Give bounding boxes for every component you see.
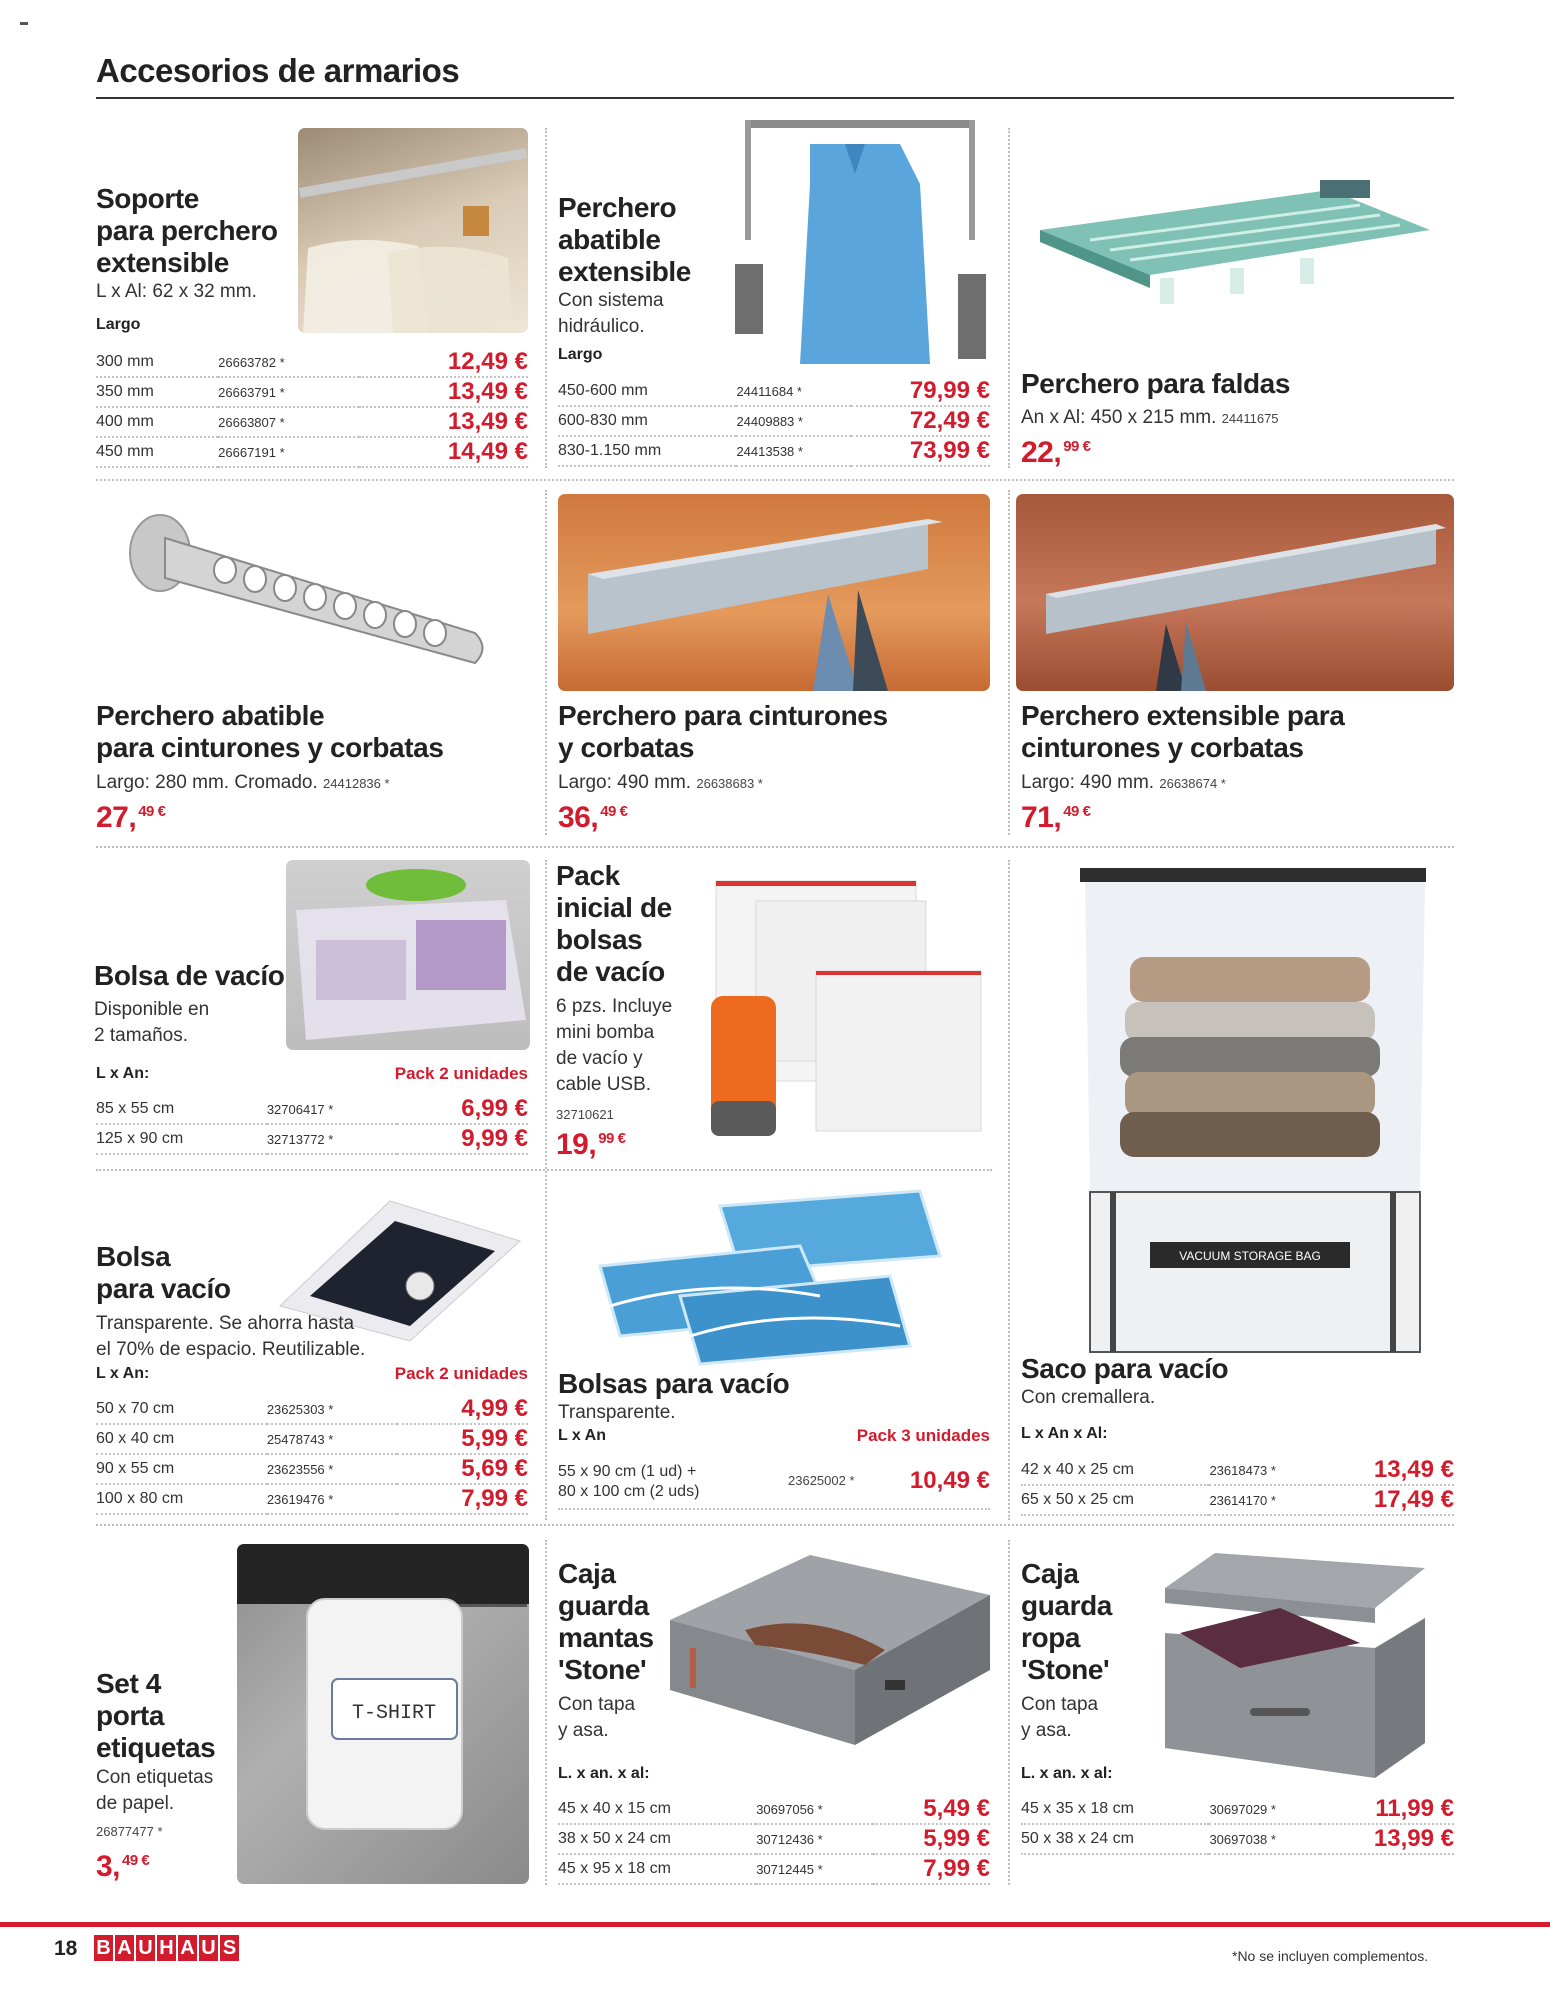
size-cell: 85 x 55 cm <box>96 1095 267 1124</box>
price-cell: 6,99 € <box>397 1095 528 1124</box>
size-cell: 60 x 40 cm <box>96 1424 267 1454</box>
size-cell: 350 mm <box>96 377 218 407</box>
table-row <box>96 1124 528 1154</box>
set4-desc: Con etiquetas de papel. <box>96 1767 214 1814</box>
code-cell: 23614170 * <box>1209 1485 1320 1515</box>
abatible-cint-title: Perchero abatible para cinturones y corbatas <box>96 700 444 763</box>
abatible-product-photo <box>730 114 990 376</box>
code-cell: 25478743 * <box>267 1424 397 1454</box>
soporte-price-table <box>96 348 528 468</box>
footnote: *No se incluyen complementos. <box>1232 1948 1429 1964</box>
ropa-col-header: L. x an. x al: <box>1021 1765 1113 1782</box>
price-cell: 11,99 € <box>1320 1795 1454 1824</box>
code-cell: 32706417 * <box>267 1095 397 1124</box>
soporte-title: Soporte para perchero extensible <box>96 183 278 278</box>
price-cell: 5,69 € <box>397 1454 528 1484</box>
column-separator <box>1008 490 1010 835</box>
saco-price-table <box>1021 1456 1454 1516</box>
row-separator <box>96 1524 1454 1526</box>
column-separator <box>1008 128 1010 468</box>
size-cell: 65 x 50 x 25 cm <box>1021 1485 1209 1515</box>
footer-rule <box>0 1922 1550 1927</box>
logo-letter: H <box>157 1935 176 1961</box>
pack-inicial-code: 32710621 <box>556 1107 614 1122</box>
price-cell: 7,99 € <box>873 1854 990 1884</box>
bolsas-vacio-desc: Transparente. <box>558 1402 676 1423</box>
soporte-col-header: Largo <box>96 316 141 333</box>
ext-cint-desc: Largo: 490 mm. 26638674 * <box>1021 772 1226 793</box>
abatible-col-header: Largo <box>558 346 603 363</box>
code-cell: 30697029 * <box>1209 1795 1320 1824</box>
price-cell: 13,49 € <box>1320 1456 1454 1485</box>
abatible-price-table <box>558 377 990 467</box>
cint-title: Perchero para cinturones y corbatas <box>558 700 888 763</box>
table-row <box>96 1395 528 1424</box>
size-cell: 45 x 95 x 18 cm <box>558 1854 756 1884</box>
table-row <box>558 406 990 436</box>
bolsas-vacio-col-header: L x An <box>558 1427 607 1444</box>
price-cell: 73,99 € <box>851 436 990 466</box>
price-cell: 4,99 € <box>397 1395 528 1424</box>
bolsa-vacio-product-photo <box>286 860 530 1050</box>
mantas-col-header: L. x an. x al: <box>558 1765 650 1782</box>
cint-product-photo <box>558 494 990 691</box>
price-cell: 13,99 € <box>1320 1824 1454 1854</box>
table-row <box>96 1424 528 1454</box>
size-cell: 55 x 90 cm (1 ud) + 80 x 100 cm (2 uds) <box>558 1463 700 1500</box>
abatible-cint-code: 24412836 * <box>323 776 390 791</box>
abatible-title: Perchero abatible extensible <box>558 192 691 287</box>
page-number: 18 <box>54 1937 78 1960</box>
abatible-desc: Con sistema hidráulico. <box>558 290 664 337</box>
bolsas-vacio-title: Bolsas para vacío <box>558 1368 790 1399</box>
table-row <box>96 407 528 437</box>
price-cell: 79,99 € <box>851 377 990 406</box>
table-row <box>1021 1485 1454 1515</box>
table-row <box>1021 1824 1454 1854</box>
table-row <box>558 1854 990 1884</box>
size-cell: 90 x 55 cm <box>96 1454 267 1484</box>
cint-code: 26638683 * <box>696 776 763 791</box>
size-cell: 450-600 mm <box>558 377 736 406</box>
page-title: Accesorios de armarios <box>96 52 460 89</box>
bolsa-para-pack: Pack 2 unidades <box>394 1364 528 1383</box>
saco-desc: Con cremallera. <box>1021 1387 1156 1408</box>
price-cell: 5,99 € <box>397 1424 528 1454</box>
table-row <box>96 348 528 377</box>
table-row <box>558 377 990 406</box>
table-row <box>558 1824 990 1854</box>
code-cell: 30697038 * <box>1209 1824 1320 1854</box>
table-row <box>96 1454 528 1484</box>
table-row <box>96 1484 528 1514</box>
abatible-cint-desc: Largo: 280 mm. Cromado. 24412836 * <box>96 772 390 793</box>
code-cell: 26663807 * <box>218 407 359 437</box>
set4-title: Set 4 porta etiquetas <box>96 1668 216 1763</box>
bolsa-para-desc: Transparente. Se ahorra hasta el 70% de espacio. Reutilizable. <box>96 1313 366 1360</box>
row-separator <box>96 846 1454 848</box>
cint-desc: Largo: 490 mm. 26638683 * <box>558 772 763 793</box>
logo-letter: B <box>94 1935 113 1961</box>
price-cell: 12,49 € <box>359 348 528 377</box>
bolsa-vacio-price-table <box>96 1095 528 1155</box>
price-cell: 13,49 € <box>359 407 528 437</box>
cint-price: 36, $^{49 €}$ <box>558 801 628 834</box>
logo-letter: S <box>220 1935 239 1961</box>
price-cell: 13,49 € <box>359 377 528 407</box>
ropa-price-table <box>1021 1795 1454 1855</box>
faldas-price: 22, $^{99 €}$ <box>1021 436 1091 469</box>
bolsa-vacio-col-header: L x An: <box>96 1065 150 1082</box>
code-cell: 26663791 * <box>218 377 359 407</box>
faldas-title: Perchero para faldas <box>1021 368 1291 399</box>
size-cell: 600-830 mm <box>558 406 736 436</box>
column-separator <box>1008 1540 1010 1885</box>
table-row <box>558 1795 990 1824</box>
ext-cint-product-photo <box>1016 494 1454 691</box>
bauhaus-logo <box>94 1935 239 1961</box>
bolsa-vacio-title: Bolsa de vacío <box>94 960 285 991</box>
table-row <box>558 436 990 466</box>
saco-product-photo <box>1070 862 1436 1362</box>
size-cell: 100 x 80 cm <box>96 1484 267 1514</box>
ropa-title: Caja guarda ropa 'Stone' <box>1021 1558 1112 1685</box>
title-rule <box>96 97 1454 99</box>
code-cell: 30712445 * <box>756 1854 873 1884</box>
size-cell: 450 mm <box>96 437 218 467</box>
mantas-price-table <box>558 1795 990 1885</box>
price-cell: 5,49 € <box>873 1795 990 1824</box>
code-cell: 24409883 * <box>736 406 851 436</box>
saco-col-header: L x An x Al: <box>1021 1425 1108 1442</box>
size-cell: 125 x 90 cm <box>96 1124 267 1154</box>
pack-inicial-title: Pack inicial de bolsas de vacío <box>556 860 672 987</box>
pack-inicial-price: 19, $^{99 €}$ <box>556 1128 626 1161</box>
bolsa-para-title: Bolsa para vacío <box>96 1241 231 1304</box>
logo-letter: U <box>136 1935 155 1961</box>
logo-letter: A <box>178 1935 197 1961</box>
size-cell: 50 x 70 cm <box>96 1395 267 1424</box>
code-cell: 24411684 * <box>736 377 851 406</box>
code-cell: 30712436 * <box>756 1824 873 1854</box>
table-row <box>96 377 528 407</box>
code-cell: 30697056 * <box>756 1795 873 1824</box>
code-cell: 23625303 * <box>267 1395 397 1424</box>
price-cell: 72,49 € <box>851 406 990 436</box>
code-cell: 23623556 * <box>267 1454 397 1484</box>
price-cell: 10,49 € <box>909 1467 990 1494</box>
abatible-cint-price: 27, $^{49 €}$ <box>96 801 166 834</box>
code-cell: 23625002 * <box>788 1473 855 1488</box>
set4-price: 3, $^{49 €}$ <box>96 1850 150 1883</box>
price-cell: 9,99 € <box>397 1124 528 1154</box>
bolsas-vacio-pack: Pack 3 unidades <box>856 1426 990 1445</box>
table-row <box>96 437 528 467</box>
price-cell: 17,49 € <box>1320 1485 1454 1515</box>
table-row <box>1021 1795 1454 1824</box>
price-cell: 7,99 € <box>397 1484 528 1514</box>
size-cell: 830-1.150 mm <box>558 436 736 466</box>
ropa-desc: Con tapa y asa. <box>1021 1694 1099 1741</box>
mantas-desc: Con tapa y asa. <box>558 1694 636 1741</box>
bolsas-vacio-price-row <box>558 1456 990 1510</box>
faldas-code: 24411675 <box>1221 411 1279 426</box>
size-cell: 300 mm <box>96 348 218 377</box>
code-cell: 24413538 * <box>736 436 851 466</box>
code-cell: 26663782 * <box>218 348 359 377</box>
faldas-desc: An x Al: 450 x 215 mm. 24411675 <box>1021 407 1279 428</box>
table-row <box>1021 1456 1454 1485</box>
column-separator <box>545 128 547 468</box>
pack-inicial-desc: 6 pzs. Incluye mini bomba de vacío y cable USB. <box>556 996 673 1095</box>
corner-mark <box>20 22 28 25</box>
column-separator <box>545 490 547 835</box>
bolsa-vacio-pack: Pack 2 unidades <box>394 1064 528 1083</box>
saco-title: Saco para vacío <box>1021 1353 1229 1384</box>
price-cell: 5,99 € <box>873 1824 990 1854</box>
size-cell: 45 x 35 x 18 cm <box>1021 1795 1209 1824</box>
logo-letter: U <box>199 1935 218 1961</box>
ext-cint-price: 71, $^{49 €}$ <box>1021 801 1091 834</box>
set4-code: 26877477 * <box>96 1824 163 1839</box>
bolsa-vacio-desc: Disponible en 2 tamaños. <box>94 999 210 1046</box>
abatible-cint-product-photo <box>125 508 495 683</box>
bolsa-para-price-table <box>96 1395 528 1515</box>
soporte-product-photo <box>298 128 528 333</box>
bolsas-vacio-product-photo <box>590 1186 950 1366</box>
ext-cint-title: Perchero extensible para cinturones y corbatas <box>1021 700 1345 763</box>
size-cell: 45 x 40 x 15 cm <box>558 1795 756 1824</box>
size-cell: 38 x 50 x 24 cm <box>558 1824 756 1854</box>
bolsa-para-col-header: L x An: <box>96 1365 150 1382</box>
mantas-title: Caja guarda mantas 'Stone' <box>558 1558 654 1685</box>
column-separator <box>545 860 547 1520</box>
ext-cint-code: 26638674 * <box>1159 776 1226 791</box>
set4-label-text: T-SHIRT <box>351 1702 437 1725</box>
column-separator <box>1008 860 1010 1520</box>
code-cell: 23619476 * <box>267 1484 397 1514</box>
mantas-product-photo <box>665 1550 993 1750</box>
logo-letter: A <box>115 1935 134 1961</box>
faldas-product-photo <box>1030 170 1440 320</box>
code-cell: 23618473 * <box>1209 1456 1320 1485</box>
table-row <box>96 1095 528 1124</box>
pack-inicial-product-photo <box>706 876 986 1138</box>
size-cell: 50 x 38 x 24 cm <box>1021 1824 1209 1854</box>
saco-bag-label: VACUUM STORAGE BAG <box>1179 1249 1321 1263</box>
size-cell: 400 mm <box>96 407 218 437</box>
column-separator <box>545 1540 547 1885</box>
soporte-desc: L x Al: 62 x 32 mm. <box>96 281 257 302</box>
row-separator <box>96 479 1454 481</box>
size-cell: 42 x 40 x 25 cm <box>1021 1456 1209 1485</box>
price-cell: 14,49 € <box>359 437 528 467</box>
code-cell: 32713772 * <box>267 1124 397 1154</box>
ropa-product-photo <box>1160 1548 1430 1783</box>
row-separator <box>96 1169 992 1171</box>
code-cell: 26667191 * <box>218 437 359 467</box>
set4-product-photo <box>237 1544 529 1884</box>
